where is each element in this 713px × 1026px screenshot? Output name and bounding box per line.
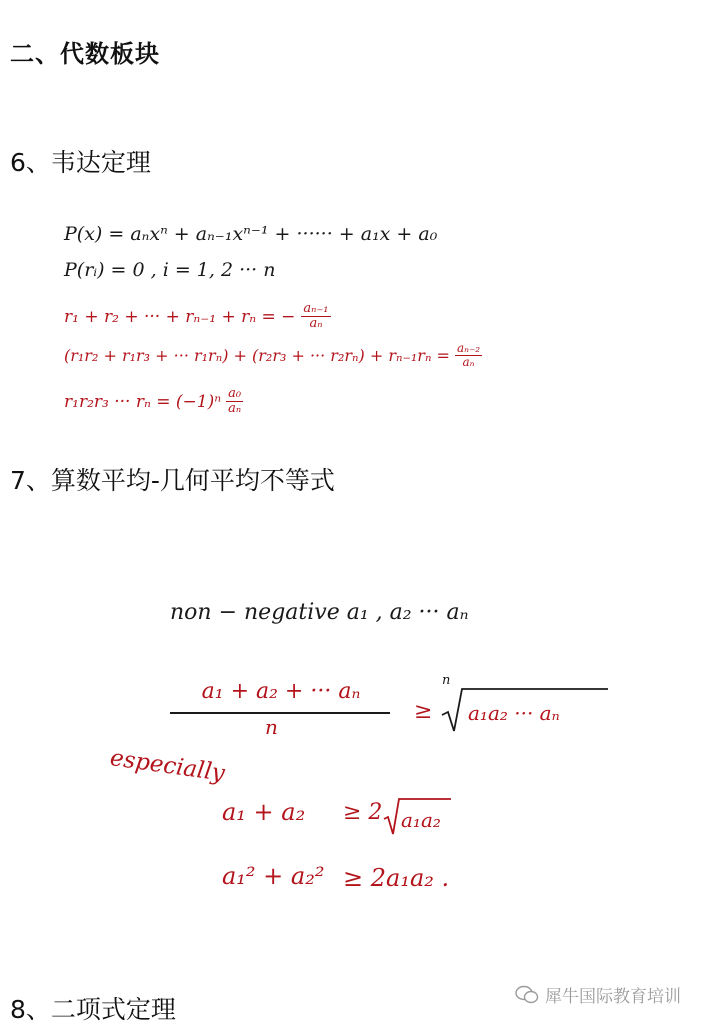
vieta-line-5-numerator: a₀ (228, 386, 242, 401)
vieta-line-1: P(x) = aₙxⁿ + aₙ₋₁xⁿ⁻¹ + ······ + a₁x + a₀ (64, 223, 438, 245)
chat-bubble-icon (515, 985, 539, 1005)
vieta-line-3-numerator: aₙ₋₁ (303, 301, 329, 316)
vieta-line-5-lhs: r₁r₂r₃ ··· rₙ = (−1)ⁿ (64, 391, 222, 412)
amgm-example-1-root: a₁a₂ (401, 808, 441, 832)
page-title: 二、代数板块 (10, 40, 160, 68)
vieta-line-5-fraction (226, 387, 243, 416)
section-title-vieta: 6、韦达定理 (10, 148, 151, 177)
section-title-am-gm: 7、算数平均-几何平均不等式 (10, 466, 335, 495)
amgm-example-2-lhs: a₁² + a₂² (222, 862, 325, 890)
especially-note: especially (108, 745, 227, 787)
amgm-condition: non − negative a₁ , a₂ ··· aₙ (170, 600, 469, 625)
amgm-example-1-rhs: ≥ 2 (343, 800, 383, 825)
vieta-line-3 (64, 302, 331, 331)
vieta-line-3-lhs: r₁ + r₂ + ··· + rₙ₋₁ + rₙ = − (64, 306, 296, 327)
vieta-line-4 (64, 342, 482, 369)
amgm-inequality (170, 675, 610, 745)
watermark (515, 982, 681, 1007)
watermark-text: 犀牛国际教育培训 (545, 987, 681, 1007)
vieta-line-3-denominator: aₙ (309, 316, 323, 331)
amgm-root-body: a₁a₂ ··· aₙ (468, 701, 560, 725)
vieta-line-5 (64, 387, 243, 416)
vieta-line-4-numerator: aₙ₋₂ (456, 341, 481, 355)
vieta-line-3-fraction (301, 302, 330, 331)
vieta-line-4-lhs: (r₁r₂ + r₁r₃ + ··· r₁rₙ) + (r₂r₃ + ··· r₂rₙ) + rₙ₋₁rₙ = (64, 346, 450, 365)
amgm-example-2-rhs: ≥ 2a₁a₂ . (343, 864, 450, 892)
vieta-line-5-denominator: aₙ (228, 401, 242, 416)
vieta-line-2: P(rᵢ) = 0 , i = 1, 2 ··· n (64, 259, 276, 281)
vieta-line-4-fraction (455, 342, 482, 369)
section-title-binomial: 8、二项式定理 (10, 995, 176, 1024)
amgm-fraction-bar (170, 712, 390, 714)
amgm-geq: ≥ (414, 699, 433, 724)
amgm-denominator: n (265, 715, 278, 739)
amgm-root-index: n (442, 673, 451, 688)
vieta-line-4-denominator: aₙ (462, 355, 475, 369)
amgm-example-1-lhs: a₁ + a₂ (222, 798, 306, 826)
amgm-numerator: a₁ + a₂ + ··· aₙ (201, 679, 361, 704)
